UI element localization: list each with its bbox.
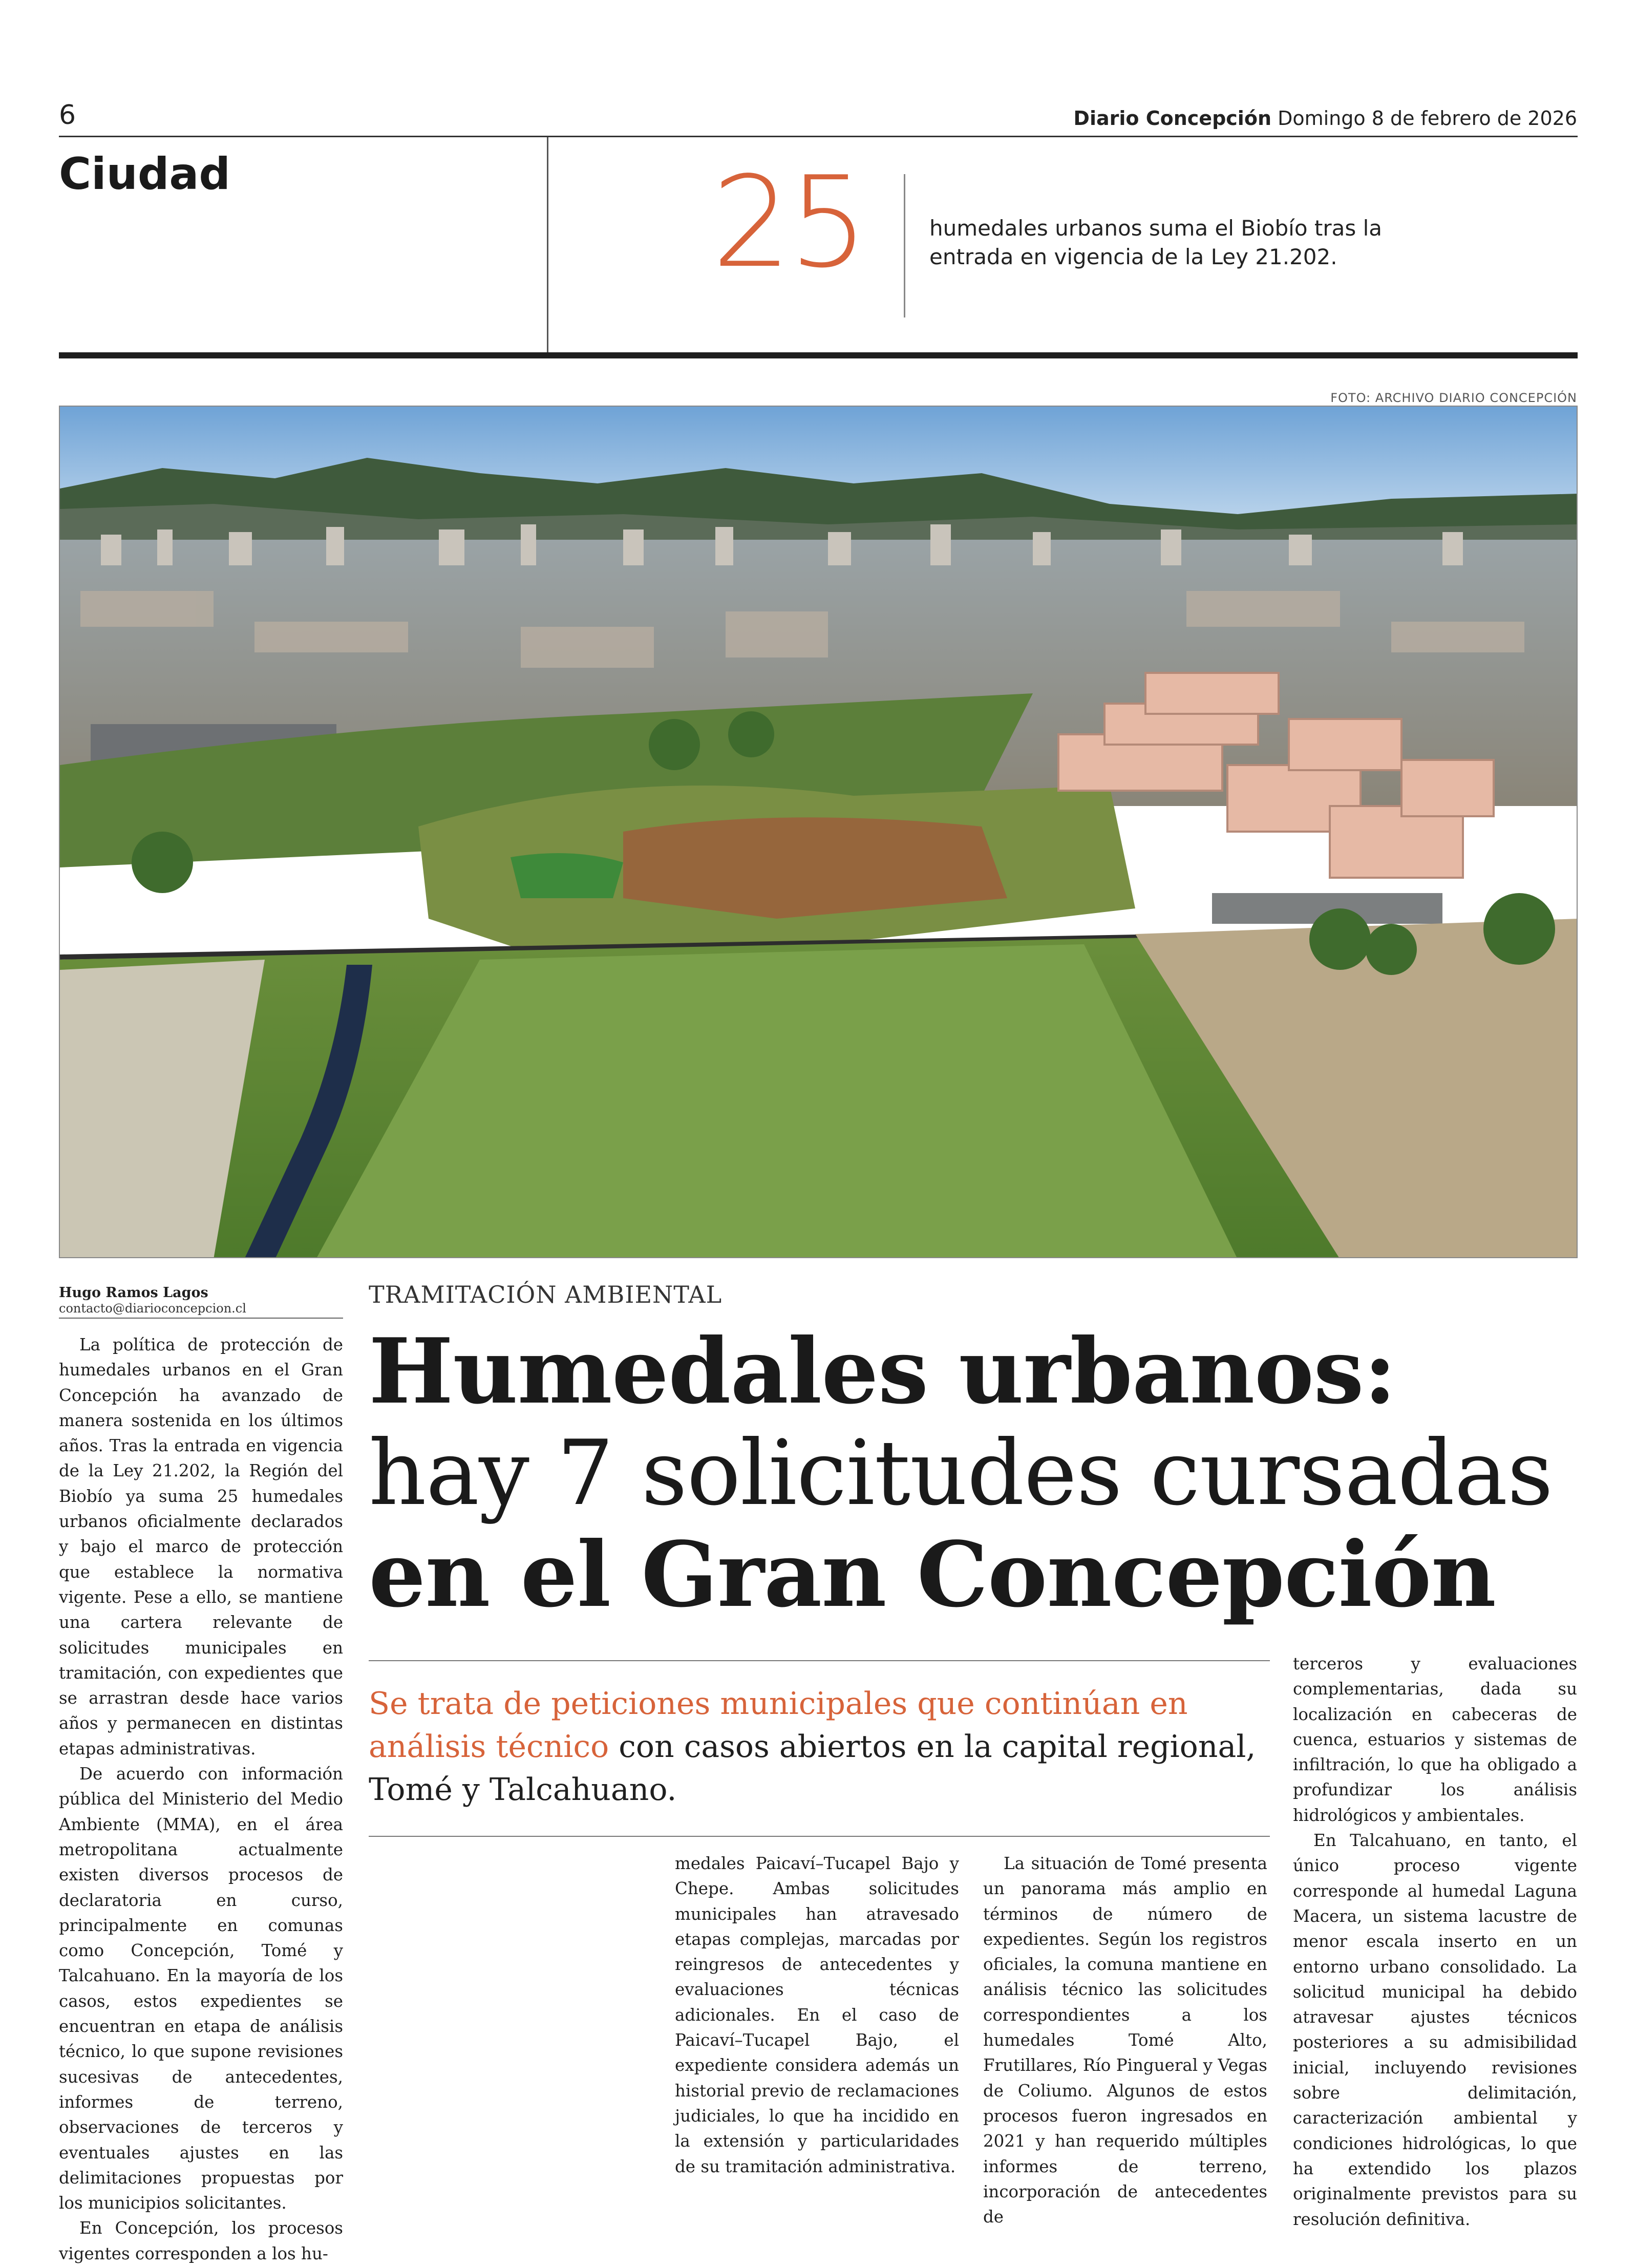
body-column-4: [1293, 1651, 1577, 2232]
headline: [369, 1321, 1577, 1626]
author-email: contacto@diarioconcepcion.cl: [59, 1301, 246, 1316]
issue-date: Domingo 8 de febrero de 2026: [1278, 107, 1577, 130]
section-title: Ciudad: [59, 149, 230, 200]
aerial-city-wetland-photo: [59, 406, 1578, 1258]
paragraph: De acuerdo con información pública del Ministerio del Medio Ambiente (MMA), en el área metropolitana actualmente existen diversos procesos de declaratoria en curso, principalmente en comunas como Concepción, Tomé y Talcahuano. En la mayoría de los casos, estos expedientes se encuentran en etapa de análisis técnico, lo que supone revisiones sucesivas de antecedentes, informes de terreno, observaciones de terceros y eventuales ajustes en las delimitaciones propuestas por los municipios solicitantes.: [59, 1764, 343, 2213]
photo-credit: FOTO: ARCHIVO DIARIO CONCEPCIÓN: [1330, 391, 1577, 405]
stat-divider: [904, 174, 905, 317]
paragraph: La situación de Tomé presenta un panorama más amplio en términos de número de expedientes. Según los registros oficiales, la comuna mantiene en análisis técnico las solicitudes correspondientes a los humedales Tomé Alto, Frutillares, Río Pingueral y Vegas de Coliumo. Algunos de estos procesos fueron ingresados en 2021 y han requerido múltiples informes de terreno, incorporación de antecedentes de: [983, 1854, 1267, 2227]
body-column-2: [675, 1851, 959, 2179]
header-thick-rule: [59, 352, 1578, 358]
stat-text: humedales urbanos suma el Biobío tras la entrada en vigencia de la Ley 21.202.: [929, 216, 1382, 269]
byline: [59, 1285, 343, 1316]
stat-number: 25: [712, 150, 865, 295]
page-number: 6: [59, 100, 76, 131]
kicker: TRAMITACIÓN AMBIENTAL: [369, 1281, 723, 1308]
deck-accent: Se trata de peticiones municipales que continúan en análisis técnico: [369, 1686, 1188, 1765]
author-name: Hugo Ramos Lagos: [59, 1285, 208, 1301]
headline-bold-1: Humedales urbanos:: [369, 1319, 1396, 1424]
byline-rule: [59, 1318, 343, 1319]
newspaper-name: Diario Concepción: [1073, 107, 1271, 130]
headline-bold-2: en el Gran Concepción: [369, 1522, 1496, 1627]
deck-rest: con casos abiertos en la capital regional, Tomé y Talcahuano.: [369, 1729, 1256, 1808]
deck: [369, 1682, 1270, 1811]
paragraph: La política de protección de humedales urbanos en el Gran Concepción ha avanzado de manera sostenida en los últimos años. Tras la entrada en vigencia de la Ley 21.202, la Región del Biobío ya suma 25 humedales urbanos oficialmente declarados y bajo el marco de protección que establece la normativa vigente. Pese a ello, se mantiene una cartera relevante de solicitudes municipales en tramitación, con expedientes que se arrastran desde hace varios años y permanecen en distintas etapas administrativas.: [59, 1335, 343, 1758]
body-column-1: [59, 1332, 343, 2266]
header-rule: [59, 136, 1578, 137]
deck-rule-bottom: [369, 1836, 1270, 1837]
masthead: [1073, 107, 1577, 130]
paragraph: En Talcahuano, en tanto, el único proceso vigente corresponde al humedal Laguna Macera, un sistema lacustre de menor escala inserto en un entorno urbano consolidado. La solicitud municipal ha debido atravesar ajustes técnicos posteriores a su admisibilidad inicial, incluyendo revisiones sobre delimitación, caracterización ambiental y condiciones hidrológicas, lo que ha extendido los plazos originalmente previstos para su resolución definitiva.: [1293, 1831, 1577, 2229]
headline-light: hay 7 solicitudes cursadas: [369, 1422, 1553, 1525]
deck-rule-top: [369, 1660, 1270, 1661]
header-divider: [547, 137, 548, 352]
paragraph: medales Paicaví–Tucapel Bajo y Chepe. Ambas solicitudes municipales han atravesado etapas complejas, marcadas por reingresos de antecedentes y evaluaciones técnicas adicionales. En el caso de Paicaví–Tucapel Bajo, el expediente considera además un historial previo de reclamaciones judiciales, lo que ha incidido en la extensión y particularidades de su tramitación administrativa.: [675, 1854, 959, 2176]
body-column-3: [983, 1851, 1267, 2230]
paragraph: terceros y evaluaciones complementarias, dada su localización en cabeceras de cuenca, estuarios y sistemas de infiltración, lo que ha obligado a profundizar los análisis hidrológicos y ambientales.: [1293, 1654, 1577, 1825]
paragraph: En Concepción, los procesos vigentes corresponden a los hu-: [59, 2218, 343, 2263]
